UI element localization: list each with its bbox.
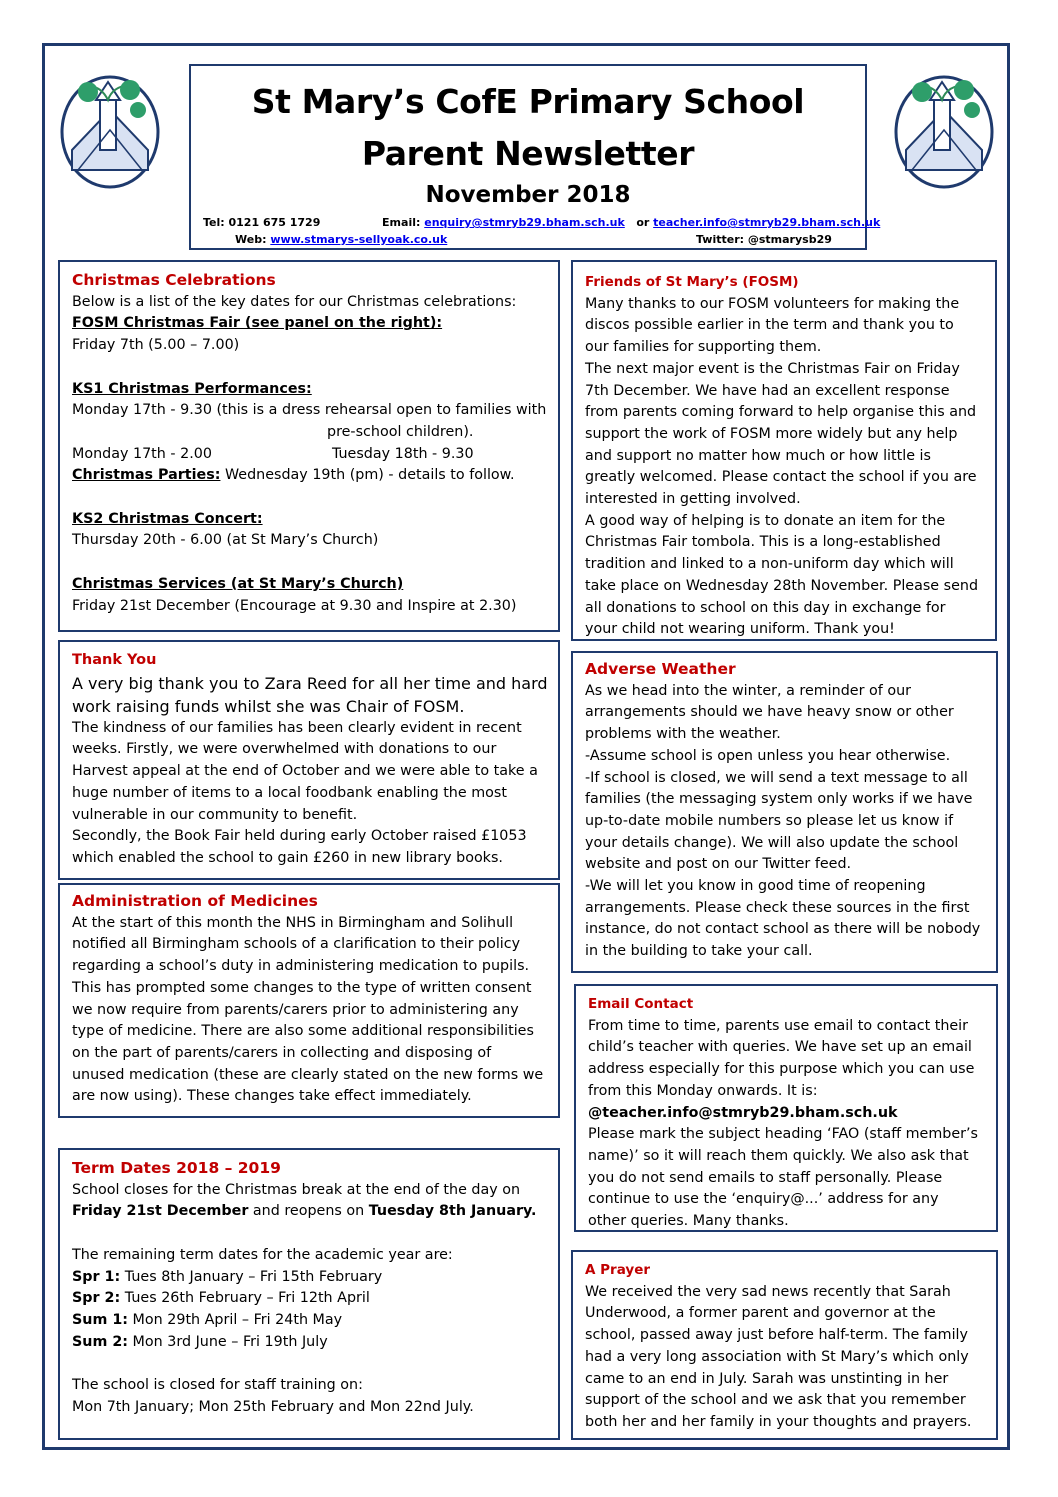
thankyou-line: weeks. Firstly, we were overwhelmed with donations to our: [72, 741, 497, 758]
training-dates: Mon 7th January; Mon 25th February and Mon 22nd July.: [72, 1398, 474, 1415]
fosm-line: discos possible earlier in the term and thank you to: [585, 317, 954, 334]
prayer-line: both her and her family in your thoughts and prayers.: [585, 1413, 972, 1430]
prayer-line: support of the school and we ask that you remember: [585, 1392, 966, 1409]
fosm-line: support the work of FOSM more widely but any help: [585, 425, 958, 442]
newsletter-month: November 2018: [425, 182, 631, 208]
medicines-line: This has prompted some changes to the type of written consent: [72, 979, 532, 996]
christmas-panel: [58, 260, 560, 632]
weather-panel: [571, 651, 998, 973]
email-line: address especially for this purpose which you can use: [588, 1061, 975, 1078]
parties-heading: Christmas Parties:: [72, 467, 221, 484]
fosm-line: interested in getting involved.: [585, 491, 801, 508]
email-panel: [574, 984, 998, 1232]
fosm-line: A good way of helping is to donate an item for the: [585, 512, 946, 529]
weather-line: As we head into the winter, a reminder of our: [585, 682, 912, 699]
thankyou-line: vulnerable in our community to benefit.: [72, 806, 358, 823]
email-line: name)’ so it will reach them quickly. We also ask that: [588, 1147, 969, 1164]
medicines-line: notified all Birmingham schools of a clarification to their policy: [72, 936, 521, 953]
term-range: Mon 29th April – Fri 24th May: [128, 1311, 343, 1328]
christmas-close-date: Friday 21st December: [72, 1203, 249, 1220]
email-body-1: [588, 1016, 990, 1103]
weather-body: [585, 681, 990, 963]
thankyou-title: Thank You: [72, 652, 157, 668]
fosm-line: all donations to school on this day in exchange for: [585, 599, 946, 616]
medicines-line: we now require from parents/carers prior to administering any: [72, 1001, 519, 1018]
weather-line: arrangements. Please check these sources in the first: [585, 899, 970, 916]
ks1-heading: KS1 Christmas Performances:: [72, 380, 312, 397]
email-title: Email Contact: [588, 996, 694, 1012]
contact-line-1: [203, 216, 880, 230]
thankyou-line: The kindness of our families has been clearly evident in recent: [72, 719, 522, 736]
fair-heading: FOSM Christmas Fair (see panel on the right):: [72, 315, 443, 332]
term-dates-panel: [58, 1148, 560, 1440]
medicines-title: Administration of Medicines: [72, 892, 318, 910]
weather-line: up-to-date mobile numbers so please let us know if: [585, 812, 954, 829]
fosm-line: our families for supporting them.: [585, 339, 822, 356]
ks1-monday: Monday 17th - 2.00: [72, 445, 212, 462]
prayer-body: [585, 1282, 990, 1434]
ks2-heading: KS2 Christmas Concert:: [72, 510, 263, 527]
weather-line: problems with the weather.: [585, 726, 781, 743]
medicines-line: are now using). These changes take effect immediately.: [72, 1088, 472, 1105]
medicines-line: regarding a school’s duty in administering medication to pupils.: [72, 958, 530, 975]
term-row: [72, 1332, 552, 1354]
twitter-handle: Twitter: @stmarysb29: [696, 233, 832, 246]
term-label: Spr 2:: [72, 1290, 121, 1307]
term-range: Tues 26th February – Fri 12th April: [120, 1290, 370, 1307]
fosm-title: Friends of St Mary’s (FOSM): [585, 274, 799, 290]
fosm-panel: [571, 260, 997, 641]
services-text: Friday 21st December (Encourage at 9.30 and Inspire at 2.30): [72, 597, 517, 614]
thankyou-panel: [58, 640, 560, 880]
parties-line: [72, 465, 552, 487]
term-range: Mon 3rd June – Fri 19th July: [128, 1333, 328, 1350]
teacher-email-link[interactable]: teacher.info@stmryb29.bham.sch.uk: [653, 216, 881, 229]
term-label: Spr 1:: [72, 1268, 121, 1285]
weather-line: -Assume school is open unless you hear otherwise.: [585, 747, 951, 764]
fosm-line: Christmas Fair tombola. This is a long-established: [585, 534, 941, 551]
prayer-line: Underwood, a former parent and governor at the: [585, 1305, 936, 1322]
christmas-title: Christmas Celebrations: [72, 271, 276, 289]
training-intro: The school is closed for staff training on:: [72, 1377, 363, 1393]
prayer-line: school, passed away just before half-term. The family: [585, 1327, 968, 1344]
thankyou-lead-2: work raising funds whilst she was Chair of FOSM.: [72, 696, 465, 716]
prayer-title: A Prayer: [585, 1262, 651, 1278]
enquiry-email-link[interactable]: enquiry@stmryb29.bham.sch.uk: [424, 216, 625, 229]
weather-line: -We will let you know in good time of reopening: [585, 878, 926, 895]
email-line: continue to use the ‘enquiry@...’ address for any: [588, 1191, 939, 1208]
term-reopens-text: and reopens on: [248, 1203, 369, 1220]
fosm-line: tradition and linked to a non-uniform day which will: [585, 556, 954, 573]
thankyou-line: huge number of items to a local foodbank enabling the most: [72, 784, 507, 801]
fosm-line: your child not wearing uniform. Thank you!: [585, 621, 895, 638]
medicines-line: unused medication (these are clearly stated on the new forms we: [72, 1066, 544, 1083]
newsletter-header: [189, 64, 881, 250]
ks2-text: Thursday 20th - 6.00 (at St Mary’s Church): [72, 532, 379, 549]
thankyou-line: which enabled the school to gain £260 in new library books.: [72, 849, 503, 866]
term-row: [72, 1267, 552, 1289]
term-line-2: [72, 1201, 552, 1223]
email-line: you do not send emails to staff personally. Please: [588, 1169, 943, 1186]
fosm-line: and support no matter how much or how little is: [585, 447, 931, 464]
weather-line: arrangements should we have heavy snow or other: [585, 704, 954, 721]
medicines-panel: [58, 883, 560, 1118]
fosm-body: [585, 294, 989, 641]
term-line-1: School closes for the Christmas break at the end of the day on: [72, 1181, 521, 1198]
services-heading: Christmas Services (at St Mary’s Church): [72, 575, 404, 592]
email-body-2: [588, 1124, 990, 1232]
term-list: [72, 1267, 552, 1354]
contact-line-2: [235, 233, 447, 247]
remaining-dates-intro: The remaining term dates for the academic year are:: [72, 1246, 453, 1263]
medicines-line: on the part of parents/carers in collecting and disposing of: [72, 1044, 492, 1061]
parties-text: Wednesday 19th (pm) - details to follow.: [220, 467, 515, 484]
ks1-line-2: pre-school children).: [327, 423, 474, 440]
school-logo-left: [58, 70, 162, 190]
ks1-line-3: [72, 444, 552, 466]
thankyou-lead-1: A very big thank you to Zara Reed for all her time and hard: [72, 673, 548, 693]
weather-line: your details change). We will also update the school: [585, 834, 959, 851]
weather-line: in the building to take your call.: [585, 943, 813, 960]
telephone: Tel: 0121 675 1729: [203, 216, 321, 229]
prayer-line: We received the very sad news recently that Sarah: [585, 1283, 951, 1300]
prayer-panel: [571, 1250, 998, 1440]
fosm-line: The next major event is the Christmas Fair on Friday: [585, 360, 960, 377]
fosm-line: Many thanks to our FOSM volunteers for making the: [585, 295, 960, 312]
school-name: St Mary’s CofE Primary School: [251, 82, 805, 121]
weather-line: instance, do not contact school as there will be nobody: [585, 921, 981, 938]
term-row: [72, 1288, 552, 1310]
email-line: From time to time, parents use email to contact their: [588, 1017, 969, 1034]
prayer-line: came to an end in July. Sarah was unstinting in her: [585, 1370, 949, 1387]
newsletter-title: Parent Newsletter: [361, 134, 695, 173]
weather-line: website and post on our Twitter feed.: [585, 856, 852, 873]
ks1-tuesday: Tuesday 18th - 9.30: [331, 445, 474, 462]
medicines-body: [72, 913, 552, 1108]
term-row: [72, 1310, 552, 1332]
christmas-intro: Below is a list of the key dates for our Christmas celebrations:: [72, 293, 517, 310]
term-label: Sum 1:: [72, 1311, 129, 1328]
medicines-line: type of medicine. There are also some additional responsibilities: [72, 1023, 534, 1040]
fair-date: Friday 7th (5.00 – 7.00): [72, 337, 240, 354]
teacher-info-address[interactable]: @teacher.info@stmryb29.bham.sch.uk: [588, 1104, 898, 1121]
fosm-line: take place on Wednesday 28th November. Please send: [585, 577, 979, 594]
email-label: Email:: [382, 216, 421, 229]
website-link[interactable]: www.stmarys-sellyoak.co.uk: [270, 233, 448, 246]
weather-title: Adverse Weather: [585, 660, 736, 678]
fosm-line: greatly welcomed. Please contact the school if you are: [585, 469, 977, 486]
thankyou-line: Secondly, the Book Fair held during early October raised £1053: [72, 828, 527, 845]
prayer-line: had a very long association with St Mary’s which only: [585, 1348, 969, 1365]
web-label: Web:: [235, 233, 267, 246]
term-title: Term Dates 2018 – 2019: [72, 1159, 281, 1177]
medicines-line: At the start of this month the NHS in Birmingham and Solihull: [72, 914, 514, 931]
school-logo-right: [892, 70, 996, 190]
fosm-line: from parents coming forward to help organise this and: [585, 404, 977, 421]
reopen-date: Tuesday 8th January.: [368, 1203, 537, 1220]
email-line: child’s teacher with queries. We have set up an email: [588, 1039, 972, 1056]
term-label: Sum 2:: [72, 1333, 129, 1350]
weather-line: families (the messaging system only works if we have: [585, 791, 973, 808]
term-range: Tues 8th January – Fri 15th February: [120, 1268, 383, 1285]
email-line: from this Monday onwards. It is:: [588, 1082, 818, 1099]
email-line: Please mark the subject heading ‘FAO (staff member’s: [588, 1126, 979, 1143]
email-or: or: [636, 216, 650, 229]
weather-line: -If school is closed, we will send a text message to all: [585, 769, 968, 786]
thankyou-line: Harvest appeal at the end of October and we were able to take a: [72, 763, 538, 780]
ks1-line-1: Monday 17th - 9.30 (this is a dress rehearsal open to families with: [72, 402, 547, 419]
thankyou-body: [72, 718, 552, 870]
email-line: other queries. Many thanks.: [588, 1213, 789, 1230]
fosm-line: 7th December. We have had an excellent response: [585, 382, 950, 399]
